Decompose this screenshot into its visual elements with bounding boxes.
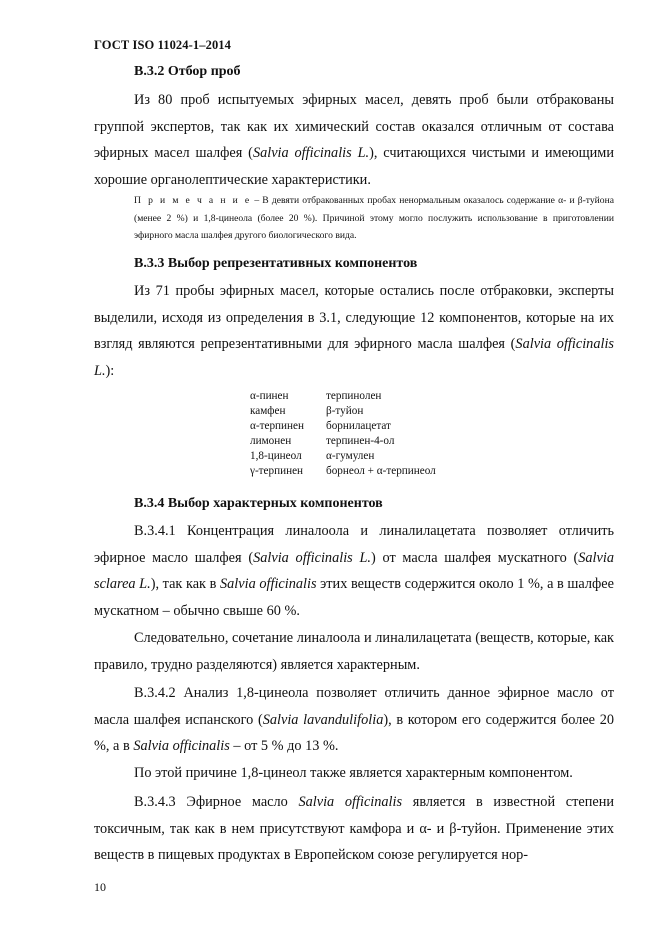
list-item xyxy=(250,404,436,419)
note-body: – В девяти отбракованных пробах ненормальным оказалось содержание α- и β-туйона (менее 2 %) и 1,8-цинеола (более 20 %). Причиной этому могло послужить использование в приготовлении эфирного масла шалфея другого биологического вида. xyxy=(134,195,614,241)
text-run: является в известной степени токсичным, так как в нем присутствуют камфора и α- и β-туйон. Применение этих веществ в пищевых продуктах в Европейском союзе регулируется нор- xyxy=(94,794,615,863)
paragraph-b343 xyxy=(94,789,614,869)
component-right: β-туйон xyxy=(326,405,364,418)
component-right: терпинен-4-ол xyxy=(326,435,395,448)
section-title-b32: В.3.2 Отбор проб xyxy=(134,64,241,79)
list-item xyxy=(250,434,436,449)
component-left: α-терпинен xyxy=(250,420,304,433)
text-run: В.3.4.2 Анализ 1,8-цинеола позволяет отличить данное эфирное масло от масла шалфея испанского ( xyxy=(94,685,614,728)
text-run: ): xyxy=(105,362,115,379)
document-header: ГОСТ ISO 11024-1–2014 xyxy=(94,38,231,52)
component-right: борнилацетат xyxy=(326,420,391,433)
paragraph-b341-cont xyxy=(94,625,614,678)
text-run: Следовательно, сочетание линалоола и линалилацетата (веществ, которые, как правило, трудно разделяются) является характерным. xyxy=(94,630,614,673)
latin-name: Salvia officinalis L. xyxy=(253,549,371,566)
latin-name: Salvia officinalis xyxy=(298,794,403,810)
note-b32 xyxy=(134,192,614,245)
component-right: α-гумулен xyxy=(326,450,375,463)
component-left: лимонен xyxy=(250,435,292,448)
paragraph-b341 xyxy=(94,518,614,624)
latin-name: Salvia officinalis L. xyxy=(94,336,614,379)
text-run: В.3.4.3 Эфирное масло xyxy=(134,794,299,810)
text-run: По этой причине 1,8-цинеол также является характерным компонентом. xyxy=(134,765,573,781)
component-left: γ-терпинен xyxy=(250,465,304,478)
text-run: В.3.4.1 Концентрация линалоола и линалилацетата позволяет отличить эфирное масло шалфея ( xyxy=(94,523,614,566)
text-run: Из 71 пробы эфирных масел, которые остались после отбраковки, эксперты выделили, исходя из определения в 3.1, следующие 12 компонентов, которые на их взгляд являются репрезентативными для эфирного масла шалфея ( xyxy=(94,283,614,352)
latin-name: Salvia officinalis xyxy=(133,738,230,754)
paragraph-b33 xyxy=(94,278,614,384)
component-right: терпинолен xyxy=(326,390,382,402)
list-item xyxy=(250,419,436,434)
text-run: этих веществ содержится около 1 %, а в шалфее мускатном – обычно свыше 60 %. xyxy=(94,576,614,619)
component-left: камфен xyxy=(250,405,286,418)
components-list xyxy=(250,389,436,480)
section-title-b34: В.3.4 Выбор характерных компонентов xyxy=(134,496,383,511)
paragraph-b342-cont xyxy=(94,760,614,787)
paragraph-b32 xyxy=(94,87,614,193)
list-item xyxy=(250,464,436,479)
text-run: Из 80 проб испытуемых эфирных масел, девять проб были отбракованы группой экспертов, так как их химический состав оказался отличным от состава эфирных масел шалфея ( xyxy=(94,92,614,161)
text-run: ), так как в xyxy=(150,576,220,592)
text-run: ) от масла шалфея мускатного ( xyxy=(371,549,579,566)
list-item xyxy=(250,449,436,464)
text-run: ), в котором его содержится более 20 %, а в xyxy=(94,711,614,754)
latin-name: Salvia lavandulifolia xyxy=(262,711,384,728)
paragraph-b342 xyxy=(94,680,614,760)
component-left: α-пинен xyxy=(250,390,289,402)
latin-name: Salvia sclarea L. xyxy=(94,549,614,592)
text-run: – от 5 % до 13 %. xyxy=(229,738,339,754)
component-right: борнеол + α-терпинеол xyxy=(326,465,436,478)
latin-name: Salvia officinalis xyxy=(220,576,317,592)
note-lead: П р и м е ч а н и е xyxy=(134,195,252,206)
latin-name: Salvia officinalis L. xyxy=(252,145,370,161)
section-title-b33: В.3.3 Выбор репрезентативных компонентов xyxy=(134,256,418,271)
component-left: 1,8-цинеол xyxy=(250,450,302,463)
text-run: ), считающихся чистыми и имеющими хорошие органолептические характеристики. xyxy=(94,145,614,188)
list-item xyxy=(250,389,436,404)
page-number: 10 xyxy=(94,880,106,894)
